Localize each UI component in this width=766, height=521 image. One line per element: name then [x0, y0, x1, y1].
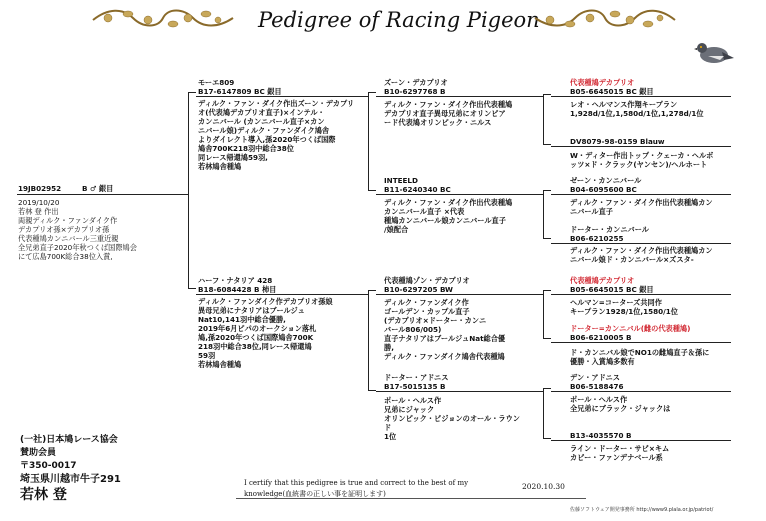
g7-name: デン・アドニス	[570, 373, 620, 382]
dam-details: ディルク・ファンダイク作デカプリオ孫娘 異母兄弟にナタリアはブールジュ Nat10,141羽中総合優勝, 2019年6月ピパのオークション落札 鳩,孫2020年つくば国際鳩舎700K 218羽中総合38位,同レース帰還鳩 59羽 若林鳩舎種鳩	[198, 297, 333, 369]
ds-name: 代表種鳩ゾン・デカプリオ	[384, 276, 470, 285]
g4-details: ディルク・ファン・ダイク作出代表種鳩カン ニバール娘ド・カンニバール×ズスタ-	[570, 246, 713, 264]
breeder-address: 埼玉県川越市牛子291	[20, 474, 121, 485]
g7-details: ポール・ヘルス作 全兄弟にブラック・ジャックは	[570, 395, 671, 413]
g6-details: ド・カンニバル娘でNO1の雌鳩直子＆孫に 優勝・入賞鳩多数有	[570, 348, 710, 366]
dd-name: ドーター・アドニス	[384, 373, 449, 382]
dd-ring: B17-5015135 B	[384, 382, 446, 391]
dam-ring: B18-6084428 B 柿目	[198, 285, 277, 294]
certify-text: I certify that this pedigree is true and correct to the best of my	[244, 479, 469, 487]
pigeon-icon	[694, 38, 734, 68]
ds-details: ディルク・ファンダイク作 ゴールデン・カップル直子 (デカプリオ×ドーター・カンニ バール806/005) 直子ナタリアはブールジュNat総合優 勝, ディルク・ファンダイク鳩舎代表種鳩	[384, 298, 506, 361]
breeder-name: 若林 登	[20, 487, 67, 503]
g1-details: レオ・ヘルマンス作翔キープラン 1,928d/1位,1,580d/1位,1,278d/1位	[570, 100, 704, 118]
ss-details: ディルク・ファン・ダイク作出代表種鳩 デカプリオ直子異母兄弟にオリンピア ード代表鳩オリンピック・ニルス	[384, 100, 513, 127]
breeder-org: (一社)日本鳩レース協会	[20, 435, 118, 445]
sd-name: INTEELD	[384, 176, 418, 185]
right-ornament	[530, 6, 680, 32]
left-ornament	[88, 6, 238, 32]
g5-name: 代表種鳩デカプリオ	[570, 276, 635, 285]
g6-name: ドーター=カンニバル(雌の代表種鳩)	[570, 324, 691, 333]
date: 2020.10.30	[522, 482, 565, 491]
subject-sex: B ♂ 銀目	[82, 184, 114, 193]
subject-ring: 19JB02952	[18, 184, 62, 193]
g3-name: ゼーン・カンニバール	[570, 176, 642, 185]
dam-name: ハーフ・ナタリア 428	[198, 276, 273, 285]
g2-details: W・ディター作出トップ・クェーカ・ヘルボ ッツ×ド・クラック(ヤンセン)/ヘルホート	[570, 151, 714, 169]
sire-ring: B17-6147809 BC 銀目	[198, 87, 282, 96]
dd-details: ポール・ヘルス作 兄弟にジャック オリンピック・ビジョンのオール・ラウン ド 1位	[384, 396, 520, 441]
g4-name: ドーター・カンニバール	[570, 225, 649, 234]
sd-ring: B11-6240340 BC	[384, 185, 451, 194]
g8-details: ライン・ドーター・サビ×キム カビー・ファンデナベール系	[570, 444, 670, 462]
g3-ring: B04-6095600 BC	[570, 185, 637, 194]
sd-details: ディルク・ファン・ダイク作出代表種鳩 カンニバール直子 ×代表 種鳩カンニバール娘カンニバール直子 /娘配合	[384, 198, 513, 234]
sire-details: ディルク・ファン・ダイク作出ズーン・デカプリ オ(代表鳩デカプリオ直子)×インテル・ カンニバール (カンニバール直子×カン ニバール娘)ディルク・ファンダイク鳩舎 よりダイレクト導入,孫2020年つくば国際 鳩舎700K218羽中総合38位 同レース帰還鳩59羽, 若林鳩舎種鳩	[198, 99, 355, 171]
g2-name: DV8079-98-0159 Blauw	[570, 137, 665, 146]
subject-details: 2019/10/20 若林 登 作出 両親ディルク・ファンダイク作 デカプリオ孫×デカプリオ孫 代表種鳩カンニバール三重近親 全兄弟直子2020年秋つくば国際鳩会 にて広島700K総合38位入賞,	[18, 198, 137, 261]
ss-name: ズーン・デカプリオ	[384, 78, 448, 87]
certify-text-jp: knowledge(血統書の正しい事を証明します)	[244, 490, 386, 498]
ds-ring: B10-6297205 BW	[384, 285, 453, 294]
breeder-member: 賛助会員	[20, 448, 57, 458]
g6-ring: B06-6210005 B	[570, 333, 632, 342]
g7-ring: B06-5188476	[570, 382, 624, 391]
g1-ring: B05-6645015 BC 銀目	[570, 87, 654, 96]
page-title: Pedigree of Racing Pigeon	[258, 8, 540, 32]
g1-name: 代表種鳩デカプリオ	[570, 78, 635, 87]
g5-ring: B05-6645015 BC 銀目	[570, 285, 654, 294]
g5-details: ヘルマン=コーターズ共同作 キープラン1928/1位,1580/1位	[570, 298, 678, 316]
ss-ring: B10-6297768 B	[384, 87, 446, 96]
g4-ring: B06-6210255	[570, 234, 624, 243]
sire-name: モーエ809	[198, 78, 235, 87]
breeder-zip: 〒350-0017	[20, 461, 77, 471]
footer-credit: 佐藤ソフトウェア開発事務所 http://www9.plala.or.jp/patriot/	[570, 507, 714, 513]
g3-details: ディルク・ファン・ダイク作出代表種鳩カン ニバール直子	[570, 198, 713, 216]
g8-ring: B13-4035570 B	[570, 431, 632, 440]
